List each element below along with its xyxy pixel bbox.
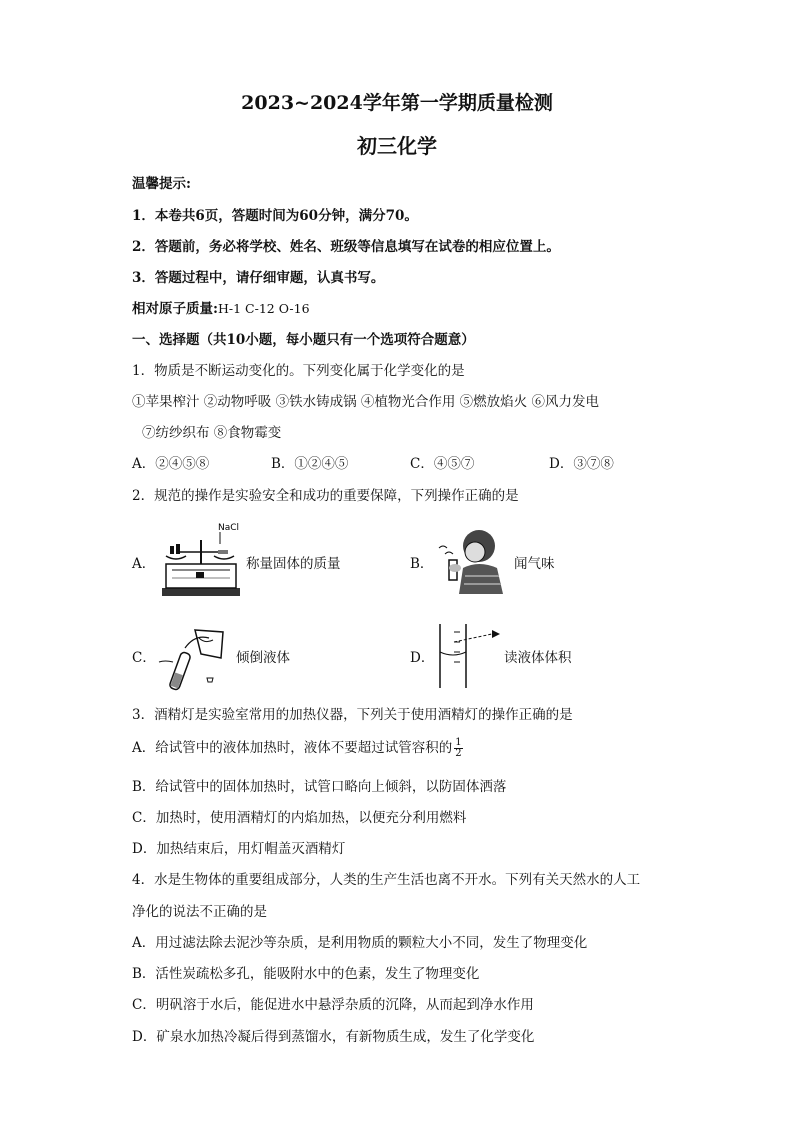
q4-option-d[interactable]: D．矿泉水加热冷凝后得到蒸馏水，有新物质生成，发生了化学变化 (132, 1029, 535, 1045)
atomic-mass-values: H-1 C-12 O-16 (217, 301, 310, 316)
q2-option-d-letter[interactable]: D． (410, 650, 435, 666)
q1-option-d[interactable]: D．③⑦⑧ (549, 456, 614, 472)
q4-option-b[interactable]: B．活性炭疏松多孔，能吸附水中的色素，发生了物理变化 (132, 966, 480, 982)
q2-option-c-caption: 倾倒液体 (236, 650, 290, 666)
atomic-mass-line (132, 297, 310, 317)
q4-stem-line1: 4．水是生物体的重要组成部分，人类的生产生活也离不开水。下列有关天然水的人工 (132, 872, 641, 888)
tip-item-3: 3．答题过程中，请仔细审题，认真书写。 (132, 270, 385, 286)
q3-fraction (454, 738, 462, 759)
atomic-mass-label: 相对原子质量: (132, 301, 218, 317)
exam-title: 2023~2024学年第一学期质量检测 (241, 92, 553, 114)
fraction-denominator: 2 (455, 748, 462, 759)
q3-option-a[interactable] (132, 736, 463, 759)
q2-option-a-caption: 称量固体的质量 (246, 556, 341, 572)
q3-option-b[interactable]: B．给试管中的固体加热时，试管口略向上倾斜，以防固体洒落 (132, 779, 507, 795)
smell-gas-image (433, 524, 509, 596)
fraction-numerator: 1 (455, 737, 462, 748)
q2-option-a-letter[interactable]: A． (132, 556, 156, 572)
q2-option-b-letter[interactable]: B． (410, 556, 434, 572)
q3-option-c[interactable]: C．加热时，使用酒精灯的内焰加热，以便充分利用燃料 (132, 810, 467, 826)
q1-option-a[interactable]: A．②④⑤⑧ (132, 456, 210, 472)
q2-stem: 2．规范的操作是实验安全和成功的重要保障，下列操作正确的是 (132, 488, 519, 504)
pour-liquid-image (155, 618, 233, 692)
q1-list-line2: ⑦纺纱织布 ⑧食物霉变 (142, 425, 282, 441)
q2-option-b-caption: 闻气味 (514, 556, 555, 572)
balance-image (158, 520, 244, 602)
q1-option-b[interactable]: B．①②④⑤ (271, 456, 349, 472)
exam-subject: 初三化学 (357, 134, 437, 158)
nacl-label: NaCl (218, 523, 240, 533)
q4-option-a[interactable]: A．用过滤法除去泥沙等杂质，是利用物质的颗粒大小不同，发生了物理变化 (132, 935, 588, 951)
section-heading: 一、选择题（共10小题，每小题只有一个选项符合题意） (132, 332, 475, 348)
tips-heading: 温馨提示: (132, 176, 191, 192)
q3-stem: 3．酒精灯是实验室常用的加热仪器，下列关于使用酒精灯的操作正确的是 (132, 707, 573, 723)
q2-option-d-caption: 读液体体积 (504, 650, 572, 666)
q1-option-c[interactable]: C．④⑤⑦ (410, 456, 475, 472)
tip-item-2: 2．答题前，务必将学校、姓名、班级等信息填写在试卷的相应位置上。 (132, 239, 560, 255)
q4-option-c[interactable]: C．明矾溶于水后，能促进水中悬浮杂质的沉降，从而起到净水作用 (132, 997, 534, 1013)
q3-option-d[interactable]: D．加热结束后，用灯帽盖灭酒精灯 (132, 841, 346, 857)
tip-item-1: 1．本卷共6页，答题时间为60分钟，满分70。 (132, 208, 418, 224)
q1-list-line1: ①苹果榨汁 ②动物呼吸 ③铁水铸成锅 ④植物光合作用 ⑤燃放焰火 ⑥风力发电 (132, 394, 599, 410)
cylinder-reading-image (434, 620, 500, 690)
q4-stem-line2: 净化的说法不正确的是 (132, 904, 267, 920)
q1-stem: 1．物质是不断运动变化的。下列变化属于化学变化的是 (132, 363, 465, 379)
q3-option-a-text: A．给试管中的液体加热时，液体不要超过试管容积的 (132, 740, 453, 756)
q2-option-c-letter[interactable]: C． (132, 650, 156, 666)
